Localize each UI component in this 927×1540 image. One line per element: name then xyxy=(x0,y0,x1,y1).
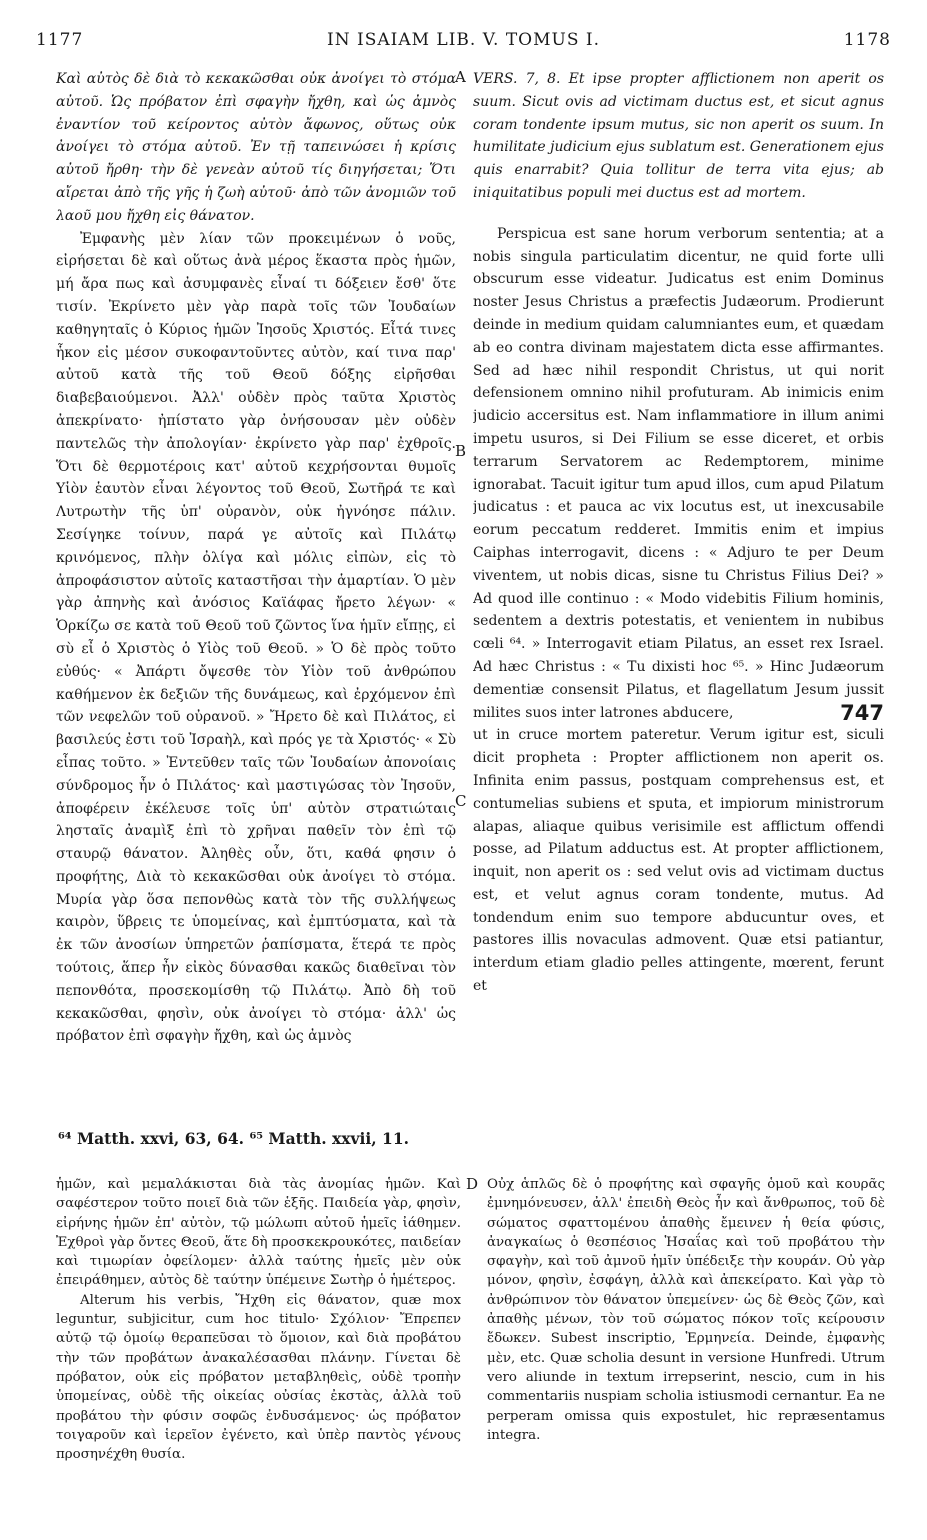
right-page-number: 1178 xyxy=(843,30,891,50)
running-title: IN ISAIAM LIB. V. TOMUS I. xyxy=(326,30,601,50)
greek-lemma: Καὶ αὐτὸς δὲ διὰ τὸ κεκακῶσθαι οὐκ ἀνοίγει τὸ στόμα αὐτοῦ. Ὡς πρόβατον ἐπὶ σφαγὴν ἤχθη, καὶ ὡς ἀμνὸς ἐναντίον τοῦ κείροντος αὐτὸν ἄφωνος, οὕτως οὐκ ἀνοίγει τὸ στόμα αὐτοῦ. Ἐν τῇ ταπεινώσει ἡ κρίσις αὐτοῦ ἤρθη· τὴν δὲ γενεὰν αὐτοῦ τίς διηγήσεται; Ὅτι αἴρεται ἀπὸ τῆς γῆς ἡ ζωὴ αὐτοῦ· ἀπὸ τῶν ἀνομιῶν τοῦ λαοῦ μου ἤχθη εἰς θάνατον. xyxy=(56,71,456,224)
latin-translation-text-1: Perspicua est sane horum verborum sententia; at a nobis singula particulatim dicentur, ne quid forte ulli obscurum esse videatur. Judicatus est enim Dominus noster Jesus Christus a præfectis Judæorum. Prodierunt deinde in medium quidam calumniantes eum, et quædam ab eo contra divinam majestatem dicta esse affirmantes. Sed ad hæc nihil respondit Christus, ut qui norit defensionem omnino nihil profuturam. Ab inimicis enim judicio accersitus est. Nam inflammatiore in illum animi impetu usuros, si Dei Filium se esse diceret, et orbis terrarum Servatorem ac Redemptorem, minime ignorabat. Tacuit igitur tum apud illos, cum apud Pilatum judicatus : et pauca ac vix locutus est, ut inexcusabile eorum peccatum redderet. Immitis enim et impius Caiphas interrogavit, dicens : « Adjuro te per Deum viventem, ut nobis dicas, sisne tu Christus Filius Dei? » Ad quod ille continuo : « Modo videbitis Filium hominis, sedentem a dextris potestatis, et venientem in nubibus cœli ⁶⁴. » Interrogavit etiam Pilatus, an esset rex Israel. Ad hæc Christus : « Tu dixisti hoc ⁶⁵. » Hinc Judæorum dementiæ consensit Pilatus, et flagellatum Jesum jussit milites suos inter latrones abducere, 747 xyxy=(473,225,884,725)
lower-right-column xyxy=(487,1175,885,1445)
greek-commentary-column xyxy=(56,68,456,1048)
greek-commentary-text: Ἐμφανὴς μὲν λίαν τῶν προκειμένων ὁ νοῦς, εἰρήσεται δὲ καὶ οὕτως ἀνὰ μέρος ἕκαστα πρὸς ἡμῶν, μή ἄρα πως καὶ ἀσυμφανὲς εἶναί τι δόξειεν ἔσθ' ὅτε τισίν. Ἐκρίνετο μὲν γὰρ παρὰ τοῖς τῶν Ἰουδαίων καθηγηταῖς ὁ Κύριος ἡμῶν Ἰησοῦς Χριστός. Εἶτά τινες ἧκον εἰς μέσον συκοφαντοῦντες αὐτὸν, καί τινα παρ' αὐτοῦ κατὰ τῆς τοῦ Θεοῦ δόξης εἰρῆσθαι διαβεβαιούμενοι. Ἀλλ' οὐδὲν πρὸς ταῦτα Χριστὸς ἀπεκρίνατο· ἠπίστατο γὰρ ὀνήσουσαν μὲν οὐδὲν παντελῶς τὴν ἀπολογίαν· ἐκρίνετο γὰρ παρ' ἐχθροῖς. Ὅτι δὲ θερμοτέροις κατ' αὐτοῦ κεχρήσονται θυμοῖς Υἱὸν ἑαυτὸν εἶναι λέγοντος τοῦ Θεοῦ, Σωτῆρά τε καὶ Λυτρωτὴν τῆς ὑπ' οὐρανὸν, οὐκ ἠγνόησε πάλιν. Σεσίγηκε τοίνυν, παρά γε αὐτοῖς καὶ Πιλάτῳ κρινόμενος, πλὴν ὀλίγα καὶ μόλις εἰπὼν, εἰς τὸ ἀπροφάσιστον αὐτοῖς καταστῆσαι τὴν ἁμαρτίαν. Ὁ μὲν γὰρ ἀπηνὴς καὶ ἀνόσιος Καϊάφας ἤρετο λέγων· « Ὁρκίζω σε κατὰ τοῦ Θεοῦ τοῦ ζῶντος ἵνα ἡμῖν εἴπῃς, εἰ σὺ εἶ ὁ Χριστὸς ὁ Υἱὸς τοῦ Θεοῦ. » Ὁ δὲ πρὸς τοῦτο εὐθύς· « Ἀπάρτι ὄψεσθε τὸν Υἱὸν τοῦ ἀνθρώπου καθήμενον ἐκ δεξιῶν τῆς δυνάμεως, καὶ ἐρχόμενον ἐπὶ τῶν νεφελῶν τοῦ οὐρανοῦ. » Ἤρετο δὲ καὶ Πιλάτος, εἰ βασιλεύς ἐστι τοῦ Ἰσραὴλ, καὶ πρός γε τὰ Χριστός· « Σὺ εἶπας τοῦτο. » Ἐντεῦθεν ταῖς τῶν Ἰουδαίων ἀπονοίαις σύνδρομος ἦν ὁ Πιλάτος· καὶ μαστιγώσας τὸν Ἰησοῦν, ἀποφέρειν ἐκέλευσε τοῖς ὑπ' αὐτὸν στρατιώταις λησταῖς ἀναμὶξ ἐπὶ τὸ χρῆναι παθεῖν τὸν ἐπὶ τῷ σταυρῷ θάνατον. Ἀληθὲς οὖν, ὅτι, καθά φησιν ὁ προφήτης, Διὰ τὸ κεκακῶσθαι οὐκ ἀνοίγει τὸ στόμα. Μυρία γὰρ ὅσα πεπονθὼς κατὰ τὸν τῆς συλλήψεως καιρὸν, ὕβρεις τε ὑπομείνας, καὶ ἐμπτύσματα, καὶ τὰ ἐκ τῶν ἀνοσίων ὑπηρετῶν ῥαπίσματα, ἕτερά τε πρὸς τούτοις, ἅπερ ἦν εἰκὸς δύνασθαι κακῶς διαθεῖναι τὸν πεπονθότα, προσεκομίσθη τῷ Πιλάτῳ. Ἀπὸ δὴ τοῦ κεκακῶσθαι, φησὶν, οὐκ ἀνοίγει τὸ στόμα· ἀλλ' ὡς πρόβατον ἐπὶ σφαγὴν ἤχθη, καὶ ὡς ἀμνὸς xyxy=(56,230,456,1045)
marginal-letter-b: B xyxy=(455,442,467,460)
latin-lemma: VERS. 7, 8. Et ipse propter afflictionem non aperit os suum. Sicut ovis ad victimam ductus est, et sicut agnus coram tondente ipsum mutus, sic non aperit os suum. In humilitate judicium ejus sublatum est. Generationem ejus quis enarrabit? Quia tollitur de terra vita ejus; ab iniquitatibus populi mei ductus est ad mortem. xyxy=(473,71,884,201)
footnotes: ⁶⁴ Matth. xxvi, 63, 64. ⁶⁵ Matth. xxvii, 11. xyxy=(58,1129,410,1148)
running-header xyxy=(30,30,897,56)
marginal-letter-d: D xyxy=(466,1175,479,1193)
lower-right-paragraph-1: Οὐχ ἁπλῶς δὲ ὁ προφήτης καὶ σφαγῆς ὁμοῦ καὶ κουρᾶς ἐμνημόνευσεν, ἀλλ' ἐπειδὴ Θεὸς ἦν καὶ ἄνθρωπος, τοῦ δὲ σώματος σφαττομένου ἀπαθὴς ἔμεινεν ἡ θεία φύσις, ἀναγκαίως ὁ θεσπέσιος Ἡσαΐας καὶ τοῦ προβάτου τὴν σφαγὴν, καὶ τοῦ ἀμνοῦ ἡμῖν ὑπέδειξε τὴν κουράν. Οὐ γὰρ μόνον, φησὶν, ἐσφάγη, ἀλλὰ καὶ ἀπεκείρατο. Καὶ γὰρ τὸ ἀνθρώπινον τὸν θάνατον ὑπεμείνεν· ὡς δὲ Θεὸς ζῶν, καὶ ἀπαθὴς μένων, τὸν τοῦ σώματος πόκον τοῖς κείρουσιν ἔδωκεν. Subest inscriptio, Ἑρμηνεία. Deinde, ἐμφανὴς μὲν, etc. Quæ scholia desunt in versione Hunfredi. Utrum vero aliunde in textum irrepserint, nescio, cum in his commentariis nuspiam scholia istiusmodi cernantur. Ea ne perperam omissa quis expostulet, hic repræsentamus integra. xyxy=(487,1177,885,1443)
lower-left-column xyxy=(56,1175,461,1464)
lower-left-paragraph-2: Alterum his verbis, Ἤχθη εἰς θάνατον, quæ mox leguntur, subjicitur, cum hoc titulo· Σχόλιον· Ἔπρεπεν αὐτῷ τῷ ὁμοίῳ θεραπεῦσαι τὸ ὅμοιον, καὶ διὰ προβάτου τὴν τῶν προβάτων ἀνακαλέσασθαι πλάνην. Γίνεται δὲ πρόβατον, οὐκ εἰς πρόβατον μεταβληθεὶς, οὐδὲ τροπὴν ὑπομείνας, οὐδὲ τῆς οἰκείας οὐσίας ἐκστὰς, ἀλλὰ τοῦ προβάτου τὴν φύσιν σοφῶς ἐνδυσάμενος· ὡς πρόβατον τοιγαροῦν καὶ ἱερεῖον ἐγένετο, καὶ ὑπὲρ παντὸς γένους προσηνέχθη θυσία. xyxy=(56,1292,461,1463)
lower-left-paragraph-1: ἡμῶν, καὶ μεμαλάκισται διὰ τὰς ἀνομίας ἡμῶν. Καὶ σαφέστερον τοῦτο ποιεῖ διὰ τῶν ἑξῆς. Παιδεία γὰρ, φησὶν, εἰρήνης ἡμῶν ἐπ' αὐτὸν, τῷ μώλωπι αὐτοῦ ἡμεῖς ἰάθημεν. Ἐχθροὶ γὰρ ὄντες Θεοῦ, ἅτε δὴ προσκεκρουκότες, παιδείαν καὶ τιμωρίαν ὀφείλομεν· ἀλλὰ ταύτης ἡμεῖς μὲν οὐκ ἐπειράθημεν, αὐτὸς δὲ ταύτην ὑπέμεινε Σωτὴρ ὁ ἡμέτερος. xyxy=(56,1177,461,1289)
marginal-letter-c: C xyxy=(455,792,467,810)
latin-translation-column xyxy=(473,68,884,998)
marginal-letter-a: A xyxy=(455,68,466,86)
margin-number: 747 xyxy=(840,700,884,725)
left-page-number: 1177 xyxy=(36,30,84,50)
latin-translation-text-2: ut in cruce mortem pateretur. Verum igitur est, siculi dicit propheta : Propter afflictionem non aperit os. Infinita enim passus, postquam comprehensus est, et contumelias subiens et sputa, et impiorum ministrorum alapas, aliaque quibus verisimile est afflictum offendi posse, ad Pilatum adductus est. At propter afflictionem, inquit, non aperit os : sed velut ovis ad victimam ductus est, et velut agnus coram tondente, mutus. Ad tondendum enim suo tempore abducuntur oves, et pastores illis novaculas admovent. Quæ etsi patiantur, interdum etiam gladio pelles attingente, mœrent, ferunt et xyxy=(473,727,884,995)
